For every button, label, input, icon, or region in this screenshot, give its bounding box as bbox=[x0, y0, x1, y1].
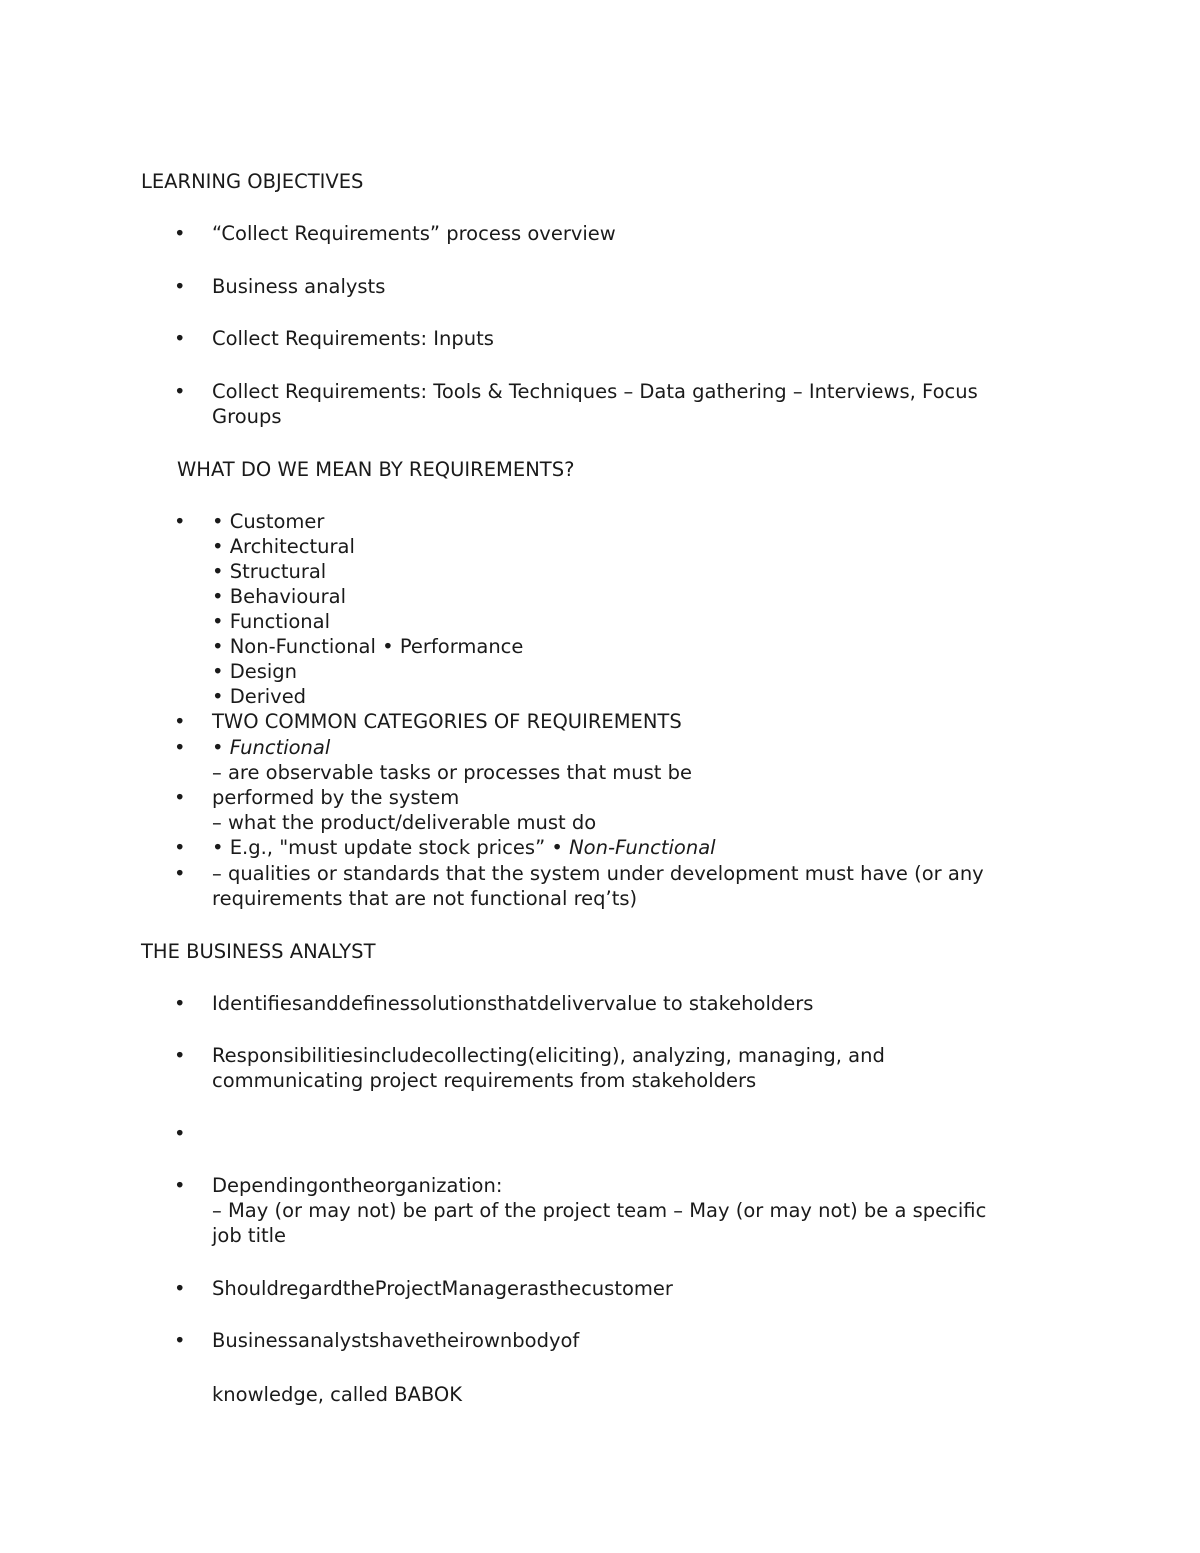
list-item: • Business analysts bbox=[174, 275, 386, 298]
bullet-icon: • bbox=[174, 510, 186, 533]
list-item: • • Functional – are observable tasks or processes that must be bbox=[174, 736, 693, 784]
bullet-icon: • bbox=[174, 736, 186, 759]
type-nonfunctional: • Non-Functional • Performance bbox=[212, 635, 524, 658]
bullet-icon: • bbox=[174, 222, 186, 245]
bullet-icon: • bbox=[174, 1329, 186, 1352]
bullet-icon: • bbox=[174, 327, 186, 350]
list-item: • TWO COMMON CATEGORIES OF REQUIREMENTS bbox=[174, 710, 682, 733]
list-item: • Collect Requirements: Tools & Techniques – Data gathering – Interviews, Focus Groups bbox=[174, 380, 978, 428]
list-item: • Businessanalystshavetheirownbodyof bbox=[174, 1329, 580, 1352]
bullet-icon: • bbox=[174, 1122, 186, 1145]
learning-objectives-heading: LEARNING OBJECTIVES bbox=[141, 170, 364, 193]
type-architectural: • Architectural bbox=[212, 535, 355, 558]
type-derived: • Derived bbox=[212, 685, 307, 708]
list-item: • performed by the system – what the product/deliverable must do bbox=[174, 786, 597, 834]
type-behavioural: • Behavioural bbox=[212, 585, 347, 608]
type-design: • Design bbox=[212, 660, 298, 683]
bullet-icon: • bbox=[174, 380, 186, 403]
bullet-icon: • bbox=[174, 862, 186, 885]
bullet-icon: • bbox=[174, 710, 186, 733]
list-item: • Responsibilitiesincludecollecting(eliciting), analyzing, managing, and communicating project requirements from stakeholders bbox=[174, 1044, 885, 1092]
list-item: • “Collect Requirements” process overview bbox=[174, 222, 616, 245]
list-item: • ShouldregardtheProjectManagerasthecustomer bbox=[174, 1277, 673, 1300]
bullet-icon: • bbox=[174, 1277, 186, 1300]
requirements-heading: WHAT DO WE MEAN BY REQUIREMENTS? bbox=[177, 458, 575, 481]
type-structural: • Structural bbox=[212, 560, 327, 583]
bullet-icon: • bbox=[174, 1044, 186, 1067]
list-item: • – qualities or standards that the system under development must have (or any requirements that are not functional req’ts) bbox=[174, 862, 984, 910]
bullet-icon: • bbox=[174, 275, 186, 298]
bullet-icon: • bbox=[174, 1174, 186, 1197]
bullet-icon: • bbox=[174, 786, 186, 809]
type-functional: • Functional bbox=[212, 610, 331, 633]
list-item: • • E.g., "must update stock prices” • Non-Functional bbox=[174, 836, 716, 859]
list-item-continuation: knowledge, called BABOK bbox=[212, 1383, 463, 1406]
business-analyst-heading: THE BUSINESS ANALYST bbox=[141, 940, 376, 963]
list-item: • Collect Requirements: Inputs bbox=[174, 327, 494, 350]
type-customer: • Customer bbox=[212, 510, 325, 533]
bullet-icon: • bbox=[174, 992, 186, 1015]
bullet-icon: • bbox=[174, 836, 186, 859]
list-item: • Identifiesanddefinessolutionsthatdelivervalue to stakeholders bbox=[174, 992, 814, 1015]
list-item: • Dependingontheorganization: – May (or may not) be part of the project team – May (or may not) be a specific job title bbox=[174, 1174, 987, 1247]
requirement-types-list bbox=[174, 509, 1042, 709]
